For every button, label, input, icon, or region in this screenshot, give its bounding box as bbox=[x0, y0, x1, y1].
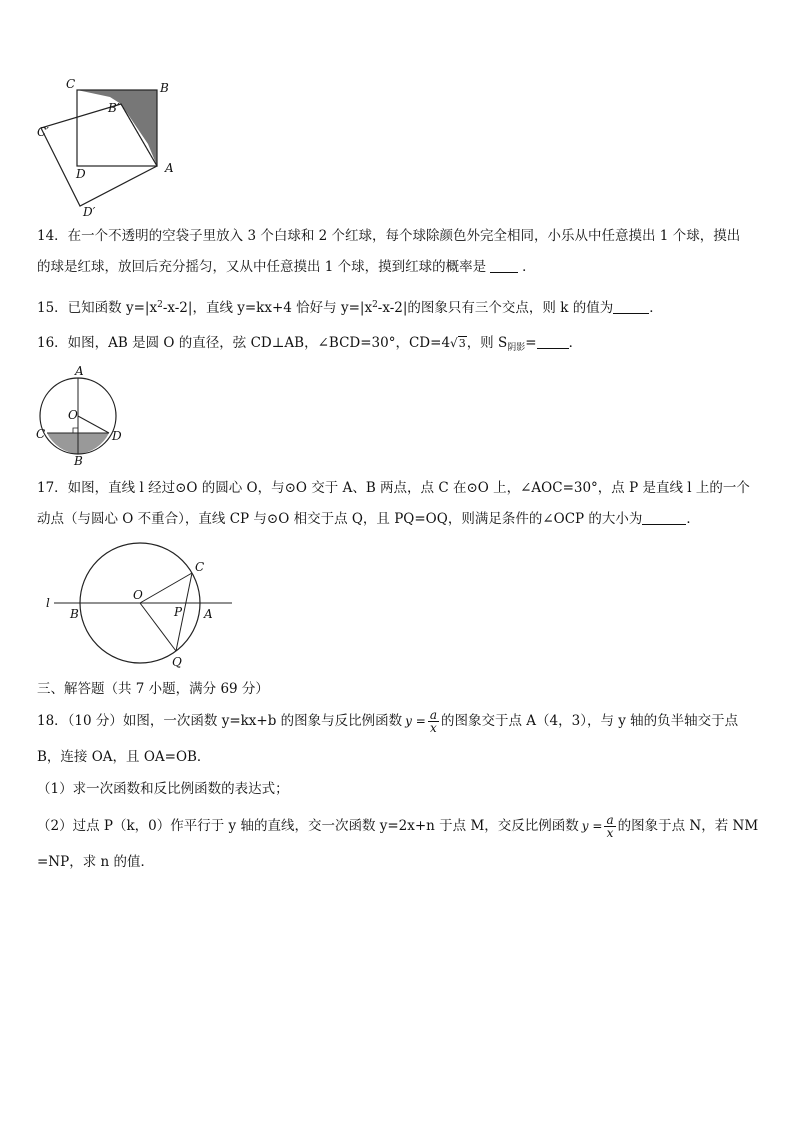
q18-text-b: 的图象交于点 A（4，3），与 y 轴的负半轴交于点 bbox=[440, 713, 739, 729]
q18-part2-text-b: 的图象于点 N，若 NM bbox=[617, 818, 759, 834]
q18-line2: B，连接 OA，且 OA=OB． bbox=[37, 749, 211, 765]
label-D-prime: D′ bbox=[83, 205, 96, 219]
q15-text-a: 15．已知函数 y=|x bbox=[37, 300, 158, 316]
q15-line bbox=[37, 295, 663, 318]
sqrt-symbol: √ bbox=[450, 336, 458, 350]
q15-sup-b: 2 bbox=[372, 300, 378, 310]
q15-sup-a: 2 bbox=[157, 300, 163, 310]
q14-line2-text: 的球是红球，放回后充分摇匀，又从中任意摸出 1 个球，摸到红球的概率是 bbox=[37, 259, 487, 275]
label-l: l bbox=[46, 596, 50, 610]
answer-blank-q15[interactable] bbox=[613, 299, 649, 314]
label-O: O bbox=[68, 408, 78, 422]
q18-line1 bbox=[37, 708, 738, 734]
label-B: B bbox=[74, 454, 83, 468]
label-B: B bbox=[160, 81, 169, 95]
q16-text-c: = bbox=[525, 335, 537, 351]
label-B-prime: B′ bbox=[108, 101, 120, 115]
label-A: A bbox=[204, 607, 213, 621]
label-C: C bbox=[66, 78, 76, 91]
fraction-a-over-x-2 bbox=[604, 814, 615, 839]
answer-blank-q14[interactable] bbox=[490, 258, 518, 273]
label-B: B bbox=[70, 607, 79, 621]
q18-part2-text-a: （2）过点 P（k，0）作平行于 y 轴的直线，交一次函数 y=2x+n 于点 M，交反比例函数 bbox=[37, 818, 579, 834]
label-C: C bbox=[195, 560, 205, 574]
label-P: P bbox=[174, 605, 183, 619]
q15-end: ． bbox=[649, 300, 663, 316]
circle-chord-figure bbox=[33, 366, 128, 468]
label-D: D bbox=[76, 167, 86, 181]
q15-text-c: -x-2|的图象只有三个交点，则 k 的值为 bbox=[377, 300, 614, 316]
q14-end: ． bbox=[522, 259, 536, 275]
q15-text-b: -x-2|，直线 y=kx+4 恰好与 y=|x bbox=[162, 300, 373, 316]
q18-part2-line2: =NP，求 n 的值． bbox=[37, 854, 154, 870]
q14-line2 bbox=[37, 257, 536, 277]
circle-line-figure bbox=[40, 540, 240, 672]
q16-text-a: 16．如图，AB 是圆 O 的直径，弦 CD⊥AB，∠BCD=30°，CD=4 bbox=[37, 335, 451, 351]
fraction-lhs-2: y = bbox=[581, 819, 603, 833]
label-A: A bbox=[75, 366, 84, 378]
q17-line1: 17．如图，直线 l 经过⊙O 的圆心 O，与⊙O 交于 A、B 两点，点 C 在⊙O 上，∠AOC=30°，点 P 是直线 l 上的一个 bbox=[37, 480, 750, 496]
label-Q: Q bbox=[172, 655, 182, 669]
sqrt-radicand: 3 bbox=[458, 337, 466, 350]
fraction-a-over-x bbox=[428, 709, 439, 734]
label-C: C bbox=[36, 427, 46, 441]
q16-sub: 阴影 bbox=[507, 343, 526, 353]
q18-part2-line1 bbox=[37, 813, 758, 839]
label-C-prime: C′ bbox=[37, 125, 49, 139]
fraction-denominator-2: x bbox=[606, 826, 614, 840]
fraction-numerator-2: a bbox=[606, 813, 614, 827]
q16-line bbox=[37, 333, 582, 358]
q16-end: ． bbox=[568, 335, 583, 351]
segment-OD bbox=[78, 416, 109, 433]
fraction-denominator: x bbox=[430, 721, 437, 735]
q14-line1: 14．在一个不透明的空袋子里放入 3 个白球和 2 个红球，每个球除颜色外完全相同，小乐从中任意摸出 1 个球，摸出 bbox=[37, 228, 741, 244]
q18-part1: （1）求一次函数和反比例函数的表达式； bbox=[37, 781, 289, 797]
segment-OQ bbox=[140, 603, 176, 651]
label-O: O bbox=[133, 588, 143, 602]
answer-blank-q16[interactable] bbox=[537, 334, 569, 349]
answer-blank-q17[interactable] bbox=[642, 510, 686, 525]
label-A: A bbox=[165, 161, 174, 175]
rotated-square-figure bbox=[33, 78, 183, 223]
q17-end: ． bbox=[686, 511, 700, 527]
q18-text-a: 18．（10 分）如图，一次函数 y=kx+b 的图象与反比例函数 bbox=[37, 713, 403, 729]
q17-line2 bbox=[37, 509, 700, 529]
label-D: D bbox=[112, 429, 122, 443]
section-3-header: 三、解答题（共 7 小题，满分 69 分） bbox=[37, 681, 269, 697]
right-angle-mark bbox=[73, 428, 78, 433]
segment-OC bbox=[140, 573, 192, 603]
q16-text-b: ，则 S bbox=[466, 335, 508, 351]
sqrt-3 bbox=[450, 336, 467, 350]
q17-line2-text: 动点（与圆心 O 不重合），直线 CP 与⊙O 相交于点 Q，且 PQ=OQ，则满足条件的∠OCP 的大小为 bbox=[37, 511, 643, 527]
fraction-numerator: a bbox=[429, 708, 437, 722]
fraction-lhs: y = bbox=[405, 714, 426, 728]
